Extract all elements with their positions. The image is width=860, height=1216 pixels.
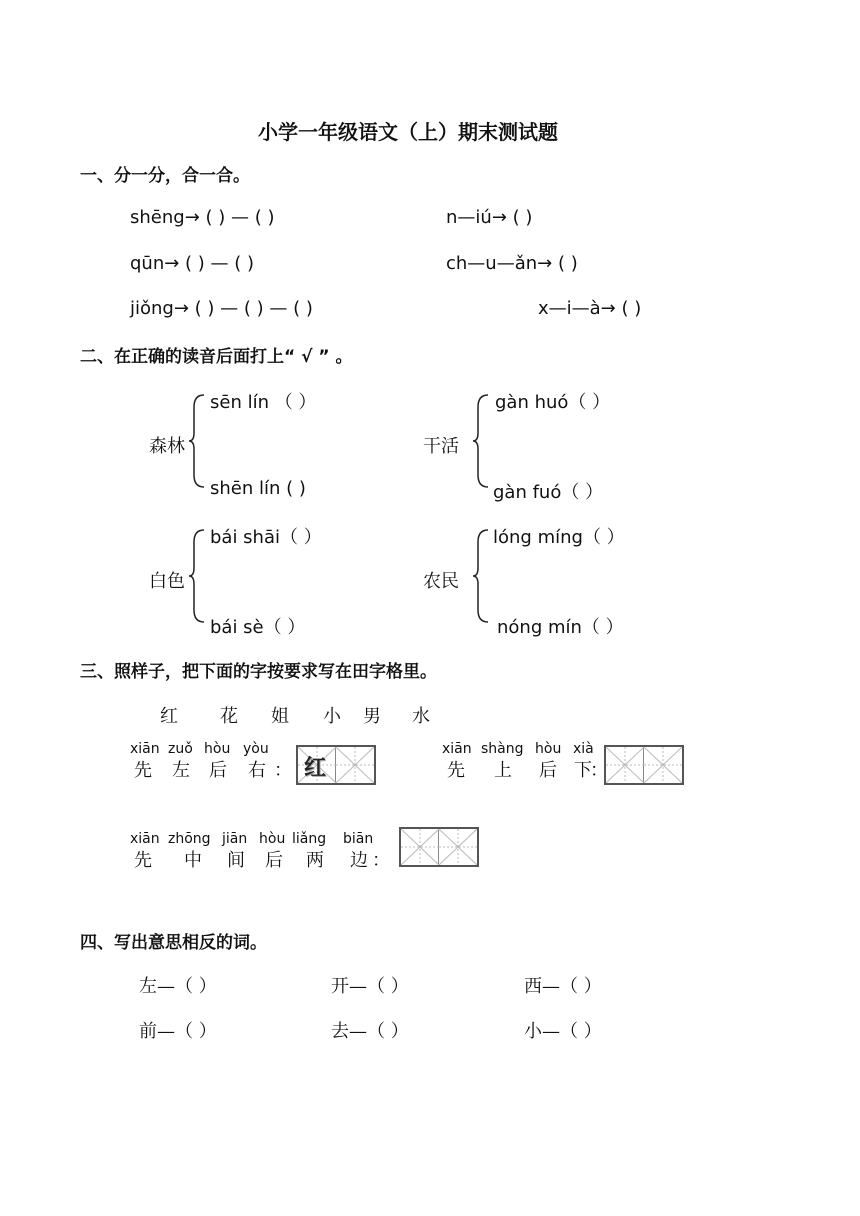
sample-char: 花 <box>220 706 238 727</box>
rule3-hanzi: 间 <box>227 850 245 871</box>
section-2-heading: 二、在正确的读音后面打上“ √ ” 。 <box>80 347 353 367</box>
option-top: bái shāi（ ） <box>210 527 322 548</box>
brace-icon <box>188 528 208 624</box>
rule3-pinyin: liǎng <box>292 831 327 847</box>
grid-cell[interactable] <box>401 829 439 865</box>
s1-item: jiǒng→ ( ) — ( ) — ( ) <box>130 298 313 319</box>
word-senlin: 森林 <box>149 436 185 457</box>
tianzige-grid-1[interactable] <box>296 745 376 785</box>
option-bottom: bái sè（ ） <box>210 617 306 638</box>
rule1-pinyin: yòu <box>243 741 269 757</box>
section-4-heading: 四、写出意思相反的词。 <box>80 933 267 953</box>
antonym-item: 小—（ ） <box>524 1021 602 1042</box>
rule1-hanzi: 右 <box>248 760 266 781</box>
rule2-hanzi: 下 <box>574 760 592 781</box>
antonym-item: 前—（ ） <box>139 1021 217 1042</box>
rule3-hanzi: 先 <box>134 850 152 871</box>
page-title: 小学一年级语文（上）期末测试题 <box>258 120 558 144</box>
brace-icon <box>472 393 492 489</box>
option-top: sēn lín （ ） <box>210 392 317 413</box>
rule3-pinyin: jiān <box>222 831 248 847</box>
antonym-item: 左—（ ） <box>139 976 217 997</box>
section-1-heading: 一、分一分，合一合。 <box>80 166 250 186</box>
rule3-hanzi: 两 <box>306 850 324 871</box>
rule2-pinyin: xià <box>573 741 594 757</box>
rule3-pinyin: zhōng <box>168 831 211 847</box>
option-top: lóng míng（ ） <box>493 527 625 548</box>
word-baise: 白色 <box>149 571 185 592</box>
rule2-hanzi: 上 <box>494 760 512 781</box>
rule1-hanzi: 左 <box>172 760 190 781</box>
rule2-pinyin: hòu <box>535 741 562 757</box>
option-top: gàn huó（ ） <box>495 392 611 413</box>
rule3-pinyin: xiān <box>130 831 160 847</box>
s1-item: n—iú→ ( ) <box>446 207 533 228</box>
sample-char: 小 <box>323 706 341 727</box>
option-bottom: gàn fuó（ ） <box>493 482 604 503</box>
rule2-pinyin: shàng <box>481 741 524 757</box>
colon: ： <box>590 760 608 781</box>
grid-cell[interactable] <box>606 747 644 783</box>
rule1-pinyin: hòu <box>204 741 231 757</box>
sample-answer: 红 <box>304 755 327 781</box>
s1-item: qūn→ ( ) — ( ) <box>130 253 255 274</box>
option-bottom: shēn lín ( ) <box>210 478 306 499</box>
rule2-pinyin: xiān <box>442 741 472 757</box>
word-ganhuo: 干活 <box>423 436 459 457</box>
rule3-hanzi: 后 <box>265 850 283 871</box>
rule3-hanzi: 边 <box>350 850 368 871</box>
rule1-hanzi: 先 <box>134 760 152 781</box>
rule1-hanzi: 后 <box>209 760 227 781</box>
brace-icon <box>188 393 208 489</box>
antonym-item: 去—（ ） <box>331 1021 409 1042</box>
section-3-heading: 三、照样子，把下面的字按要求写在田字格里。 <box>80 662 437 682</box>
grid-cell[interactable] <box>439 829 477 865</box>
rule2-hanzi: 后 <box>539 760 557 781</box>
s1-item: shēng→ ( ) — ( ) <box>130 207 275 228</box>
rule3-hanzi: 中 <box>184 850 202 871</box>
rule3-pinyin: hòu <box>259 831 286 847</box>
rule2-hanzi: 先 <box>447 760 465 781</box>
colon: ： <box>372 850 390 871</box>
sample-char: 姐 <box>271 706 289 727</box>
tianzige-grid-2[interactable] <box>604 745 684 785</box>
tianzige-grid-3[interactable] <box>399 827 479 867</box>
grid-cell[interactable] <box>298 747 336 783</box>
antonym-item: 开—（ ） <box>331 976 409 997</box>
rule1-pinyin: zuǒ <box>168 741 193 757</box>
word-nongmin: 农民 <box>423 571 459 592</box>
sample-char: 男 <box>363 706 381 727</box>
sample-char: 水 <box>412 706 430 727</box>
option-bottom: nóng mín（ ） <box>497 617 624 638</box>
grid-cell[interactable] <box>644 747 682 783</box>
s1-item: x—i—à→ ( ) <box>538 298 642 319</box>
rule1-pinyin: xiān <box>130 741 160 757</box>
brace-icon <box>472 528 492 624</box>
rule3-pinyin: biān <box>343 831 374 847</box>
colon: ： <box>274 760 292 781</box>
sample-char: 红 <box>160 706 178 727</box>
antonym-item: 西—（ ） <box>524 976 602 997</box>
s1-item: ch—u—ǎn→ ( ) <box>446 253 578 274</box>
grid-cell[interactable] <box>336 747 374 783</box>
